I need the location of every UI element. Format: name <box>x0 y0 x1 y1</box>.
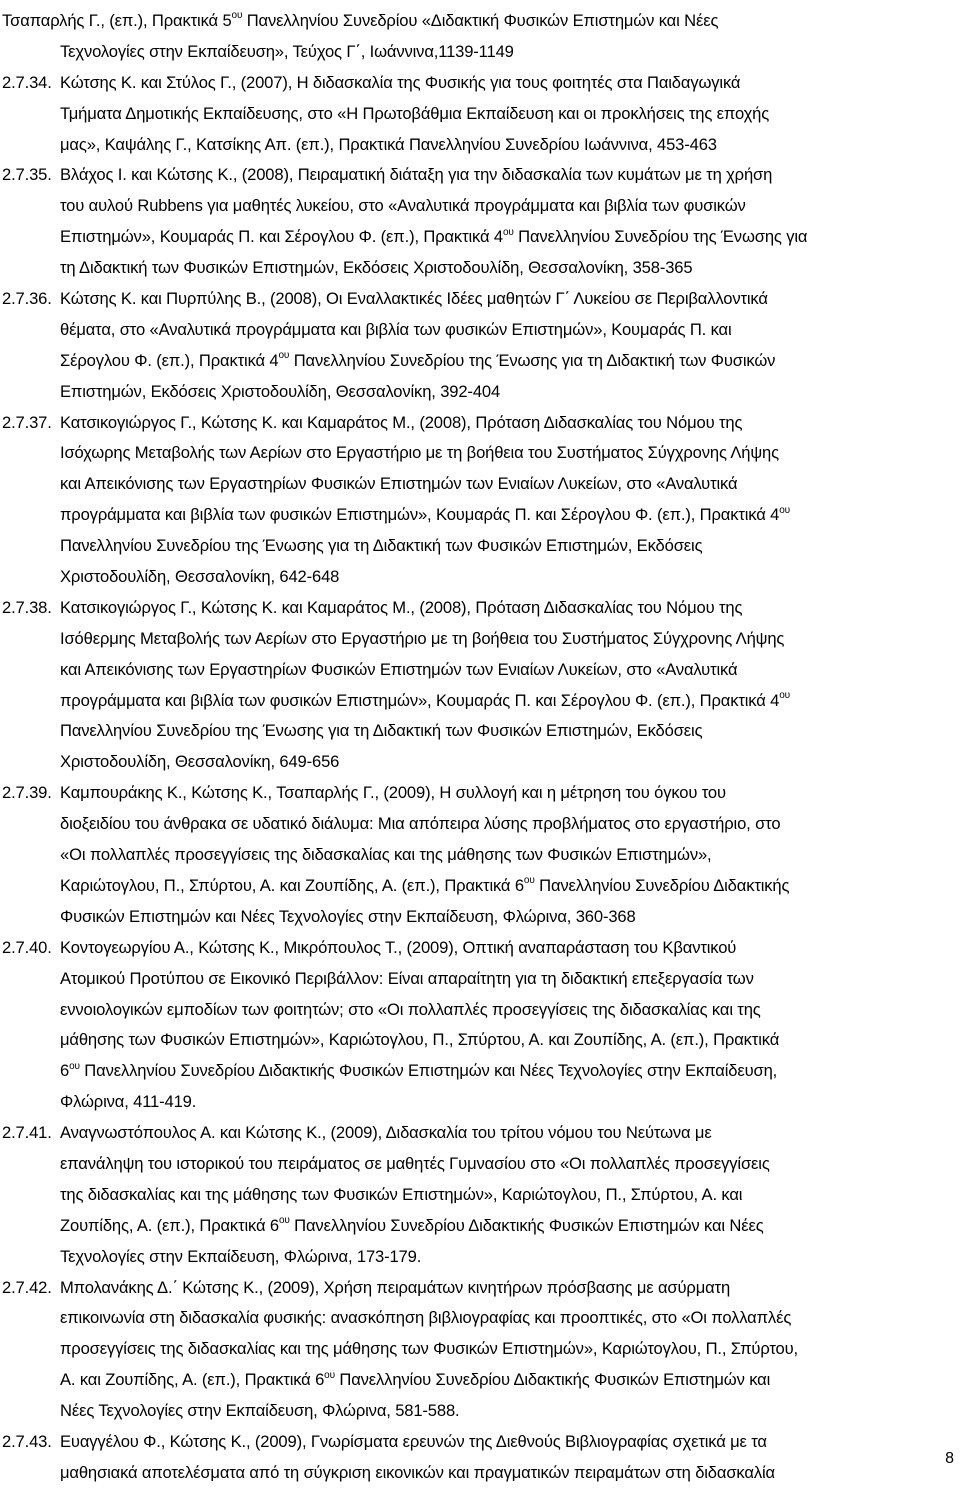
reference-line: μας», Καψάλης Γ., Κατσίκης Απ. (επ.), Πρακτικά Πανελληνίου Συνεδρίου Ιωάννινα, 453-463 <box>60 134 717 154</box>
reference-number: 2.7.34. <box>2 72 52 92</box>
reference-number: 2.7.35. <box>2 165 52 185</box>
reference-line: Επιστημών, Εκδόσεις Χριστοδουλίδη, Θεσσαλονίκη, 392-404 <box>60 381 501 401</box>
reference-2-7-36: 2.7.36. Κώτσης Κ. και Πυρπύλης Β., (2008), Οι Εναλλακτικές Ιδέες μαθητών Γ΄ Λυκείου σε Περιβαλλοντικά <box>2 284 957 315</box>
reference-line: προσεγγίσεις της διδασκαλίας και της μάθησης των Φυσικών Επιστημών», Καριώτογλου, Π., Σπύρτου, <box>60 1339 799 1359</box>
reference-line: προγράμματα και βιβλία των φυσικών Επιστημών», Κουμαράς Π. και Σέρογλου Φ. (επ.), Πρακτικά $4^{o\upsilon}$ <box>60 690 790 710</box>
reference-continuation-line: Τσαπαρλής Γ., (επ.), Πρακτικά $5^{o\upsilon}$ Πανελληνίου Συνεδρίου «Διδακτική Φυσικών Επιστημών και Νέες <box>2 10 719 30</box>
reference-line: μάθησης των Φυσικών Επιστημών», Καριώτογλου, Π., Σπύρτου, Α. και Ζουπίδης, Α. (επ.), Πρακτικά <box>60 1030 780 1050</box>
reference-line: Φλώρινα, 411-419. <box>60 1092 197 1112</box>
reference-number: 2.7.36. <box>2 289 52 309</box>
reference-2-7-37: 2.7.37. Κατσικογιώργος Γ., Κώτσης Κ. και Καμαράτος Μ., (2008), Πρόταση Διδασκαλίας του Νόμου της <box>2 408 957 439</box>
reference-number: 2.7.42. <box>2 1277 52 1297</box>
reference-line: Πανελληνίου Συνεδρίου της Ένωσης για τη Διδακτική των Φυσικών Επιστημών, Εκδόσεις <box>60 536 703 556</box>
reference-2-7-43: 2.7.43. Ευαγγέλου Φ., Κώτσης Κ., (2009), Γνωρίσματα ερευνών της Διεθνούς Βιβλιογραφίας σχετικά με τα <box>2 1427 957 1458</box>
reference-line: του αυλού Rubbens για μαθητές λυκείου, στο «Αναλυτικά προγράμματα και βιβλία των φυσικών <box>60 196 746 216</box>
reference-line: Επιστημών», Κουμαράς Π. και Σέρογλου Φ. (επ.), Πρακτικά $4^{o\upsilon}$ Πανελληνίου Συνεδρίου της Ένωσης για <box>60 226 808 247</box>
reference-line: Χριστοδουλίδη, Θεσσαλονίκη, 649-656 <box>60 752 340 772</box>
reference-line: Ισόθερμης Μεταβολής των Αερίων στο Εργαστήριο με τη βοήθεια του Συστήματος Σύγχρονης Λήψης <box>60 628 785 648</box>
reference-line: Ζουπίδης, Α. (επ.), Πρακτικά $6^{o\upsilon}$ Πανελληνίου Συνεδρίου Διδακτικής Φυσικών Επιστημών και Νέες <box>60 1215 764 1235</box>
reference-line: και Απεικόνισης των Εργαστηρίων Φυσικών Επιστημών των Ενιαίων Λυκείων, στο «Αναλυτικά <box>60 474 738 494</box>
reference-line: επανάληψη του ιστορικού του πειράματος σε μαθητές Γυμνασίου στο «Οι πολλαπλές προσεγγίσεις <box>60 1153 770 1173</box>
reference-line: διοξειδίου του άνθρακα σε υδατικό διάλυμα: Μια απόπειρα λύσης προβλήματος στο εργαστήριο, στο <box>60 814 781 834</box>
reference-number: 2.7.41. <box>2 1123 52 1143</box>
page-number: 8 <box>945 1450 954 1467</box>
reference-line: εννοιολογικών εμποδίων των φοιτητών; στο «Οι πολλαπλές προσεγγίσεις της διδασκαλίας και της <box>60 999 761 1019</box>
reference-line: της διδασκαλίας και της μάθησης των Φυσικών Επιστημών», Καριώτογλου, Π., Σπύρτου, Α. και <box>60 1184 743 1204</box>
reference-line: Τεχνολογίες στην Εκπαίδευση, Φλώρινα, 173-179. <box>60 1246 422 1266</box>
reference-line: Ατομικού Προτύπου σε Εικονικό Περιβάλλον: Είναι απαραίτητη για τη διδακτική επεξεργασία των <box>60 968 754 988</box>
reference-line: Α. και Ζουπίδης, Α. (επ.), Πρακτικά $6^{o\upsilon}$ Πανελληνίου Συνεδρίου Διδακτικής Φυσικών Επιστημών και <box>60 1369 771 1390</box>
reference-number: 2.7.43. <box>2 1431 52 1451</box>
reference-line: Χριστοδουλίδη, Θεσσαλονίκη, 642-648 <box>60 567 340 587</box>
reference-2-7-41: 2.7.41. Αναγνωστόπουλος Α. και Κώτσης Κ., (2009), Διδασκαλία του τρίτου νόμου του Νεύτωνα με <box>2 1118 957 1149</box>
reference-line: Σέρογλου Φ. (επ.), Πρακτικά $4^{o\upsilon}$ Πανελληνίου Συνεδρίου της Ένωσης για τη Διδακτική των Φυσικών <box>60 350 776 370</box>
reference-2-7-42: 2.7.42. Μπολανάκης Δ.΄ Κώτσης Κ., (2009), Χρήση πειραμάτων κινητήρων πρόσβασης με ασύρματη <box>2 1273 957 1304</box>
reference-line: και Απεικόνισης των Εργαστηρίων Φυσικών Επιστημών των Ενιαίων Λυκείων, στο «Αναλυτικά <box>60 659 738 679</box>
reference-line: θέματα, στο «Αναλυτικά προγράμματα και βιβλία των φυσικών Επιστημών», Κουμαράς Π. και <box>60 319 732 339</box>
reference-line: Ισόχωρης Μεταβολής των Αερίων στο Εργαστήριο με τη βοήθεια του Συστήματος Σύγχρονης Λήψης <box>60 443 779 463</box>
reference-line: Φυσικών Επιστημών και Νέες Τεχνολογίες στην Εκπαίδευση, Φλώρινα, 360-368 <box>60 906 636 926</box>
reference-line: $6^{o\upsilon}$ Πανελληνίου Συνεδρίου Διδακτικής Φυσικών Επιστημών και Νέες Τεχνολογίες στην Εκπαίδευση, <box>60 1060 778 1081</box>
reference-line: Καριώτογλου, Π., Σπύρτου, Α. και Ζουπίδης, Α. (επ.), Πρακτικά $6^{o\upsilon}$ Πανελληνίου Συνεδρίου Διδακτικής <box>60 875 790 895</box>
reference-line: Τμήματα Δημοτικής Εκπαίδευσης, στο «Η Πρωτοβάθμια Εκπαίδευση και οι προκλήσεις της εποχής <box>60 103 770 123</box>
reference-line: προγράμματα και βιβλία των φυσικών Επιστημών», Κουμαράς Π. και Σέρογλου Φ. (επ.), Πρακτικά $4^{o\upsilon}$ <box>60 504 790 525</box>
reference-line: τη Διδακτική των Φυσικών Επιστημών, Εκδόσεις Χριστοδουλίδη, Θεσσαλονίκη, 358-365 <box>60 258 693 278</box>
reference-2-7-34: 2.7.34. Κώτσης Κ. και Στύλος Γ., (2007), Η διδασκαλία της Φυσικής για τους φοιτητές στα Παιδαγωγικά <box>2 68 957 99</box>
reference-line: «Οι πολλαπλές προσεγγίσεις της διδασκαλίας και της μάθησης των Φυσικών Επιστημών», <box>60 845 712 865</box>
reference-continuation-line: Τεχνολογίες στην Εκπαίδευση», Τεύχος Γ΄, Ιωάννινα,1139-1149 <box>60 41 514 61</box>
reference-line: Πανελληνίου Συνεδρίου της Ένωσης για τη Διδακτική των Φυσικών Επιστημών, Εκδόσεις <box>60 721 703 741</box>
reference-number: 2.7.38. <box>2 597 52 617</box>
reference-line: Νέες Τεχνολογίες στην Εκπαίδευση, Φλώρινα, 581-588. <box>60 1401 460 1421</box>
reference-2-7-39: 2.7.39. Καμπουράκης Κ., Κώτσης Κ., Τσαπαρλής Γ., (2009), Η συλλογή και η μέτρηση του όγκου του <box>2 778 957 809</box>
reference-2-7-40: 2.7.40. Κοντογεωργίου Α., Κώτσης Κ., Μικρόπουλος Τ., (2009), Οπτική αναπαράσταση του Κβαντικού <box>2 933 957 964</box>
reference-list <box>2 6 957 1489</box>
reference-line: μαθησιακά αποτελέσματα από τη σύγκριση εικονικών και πραγματικών πειραμάτων στη διδασκαλία <box>60 1462 775 1482</box>
reference-number: 2.7.39. <box>2 783 52 803</box>
reference-2-7-38: 2.7.38. Κατσικογιώργος Γ., Κώτσης Κ. και Καμαράτος Μ., (2008), Πρόταση Διδασκαλίας του Νόμου της <box>2 593 957 624</box>
reference-number: 2.7.40. <box>2 937 52 957</box>
reference-number: 2.7.37. <box>2 412 52 432</box>
reference-2-7-35: 2.7.35. Βλάχος Ι. και Κώτσης Κ., (2008), Πειραματική διάταξη για την διδασκαλία των κυμάτων με τη χρήση <box>2 160 957 191</box>
reference-line: επικοινωνία στη διδασκαλία φυσικής: ανασκόπηση βιβλιογραφίας και προοπτικές, στο «Οι πολλαπλές <box>60 1308 792 1328</box>
